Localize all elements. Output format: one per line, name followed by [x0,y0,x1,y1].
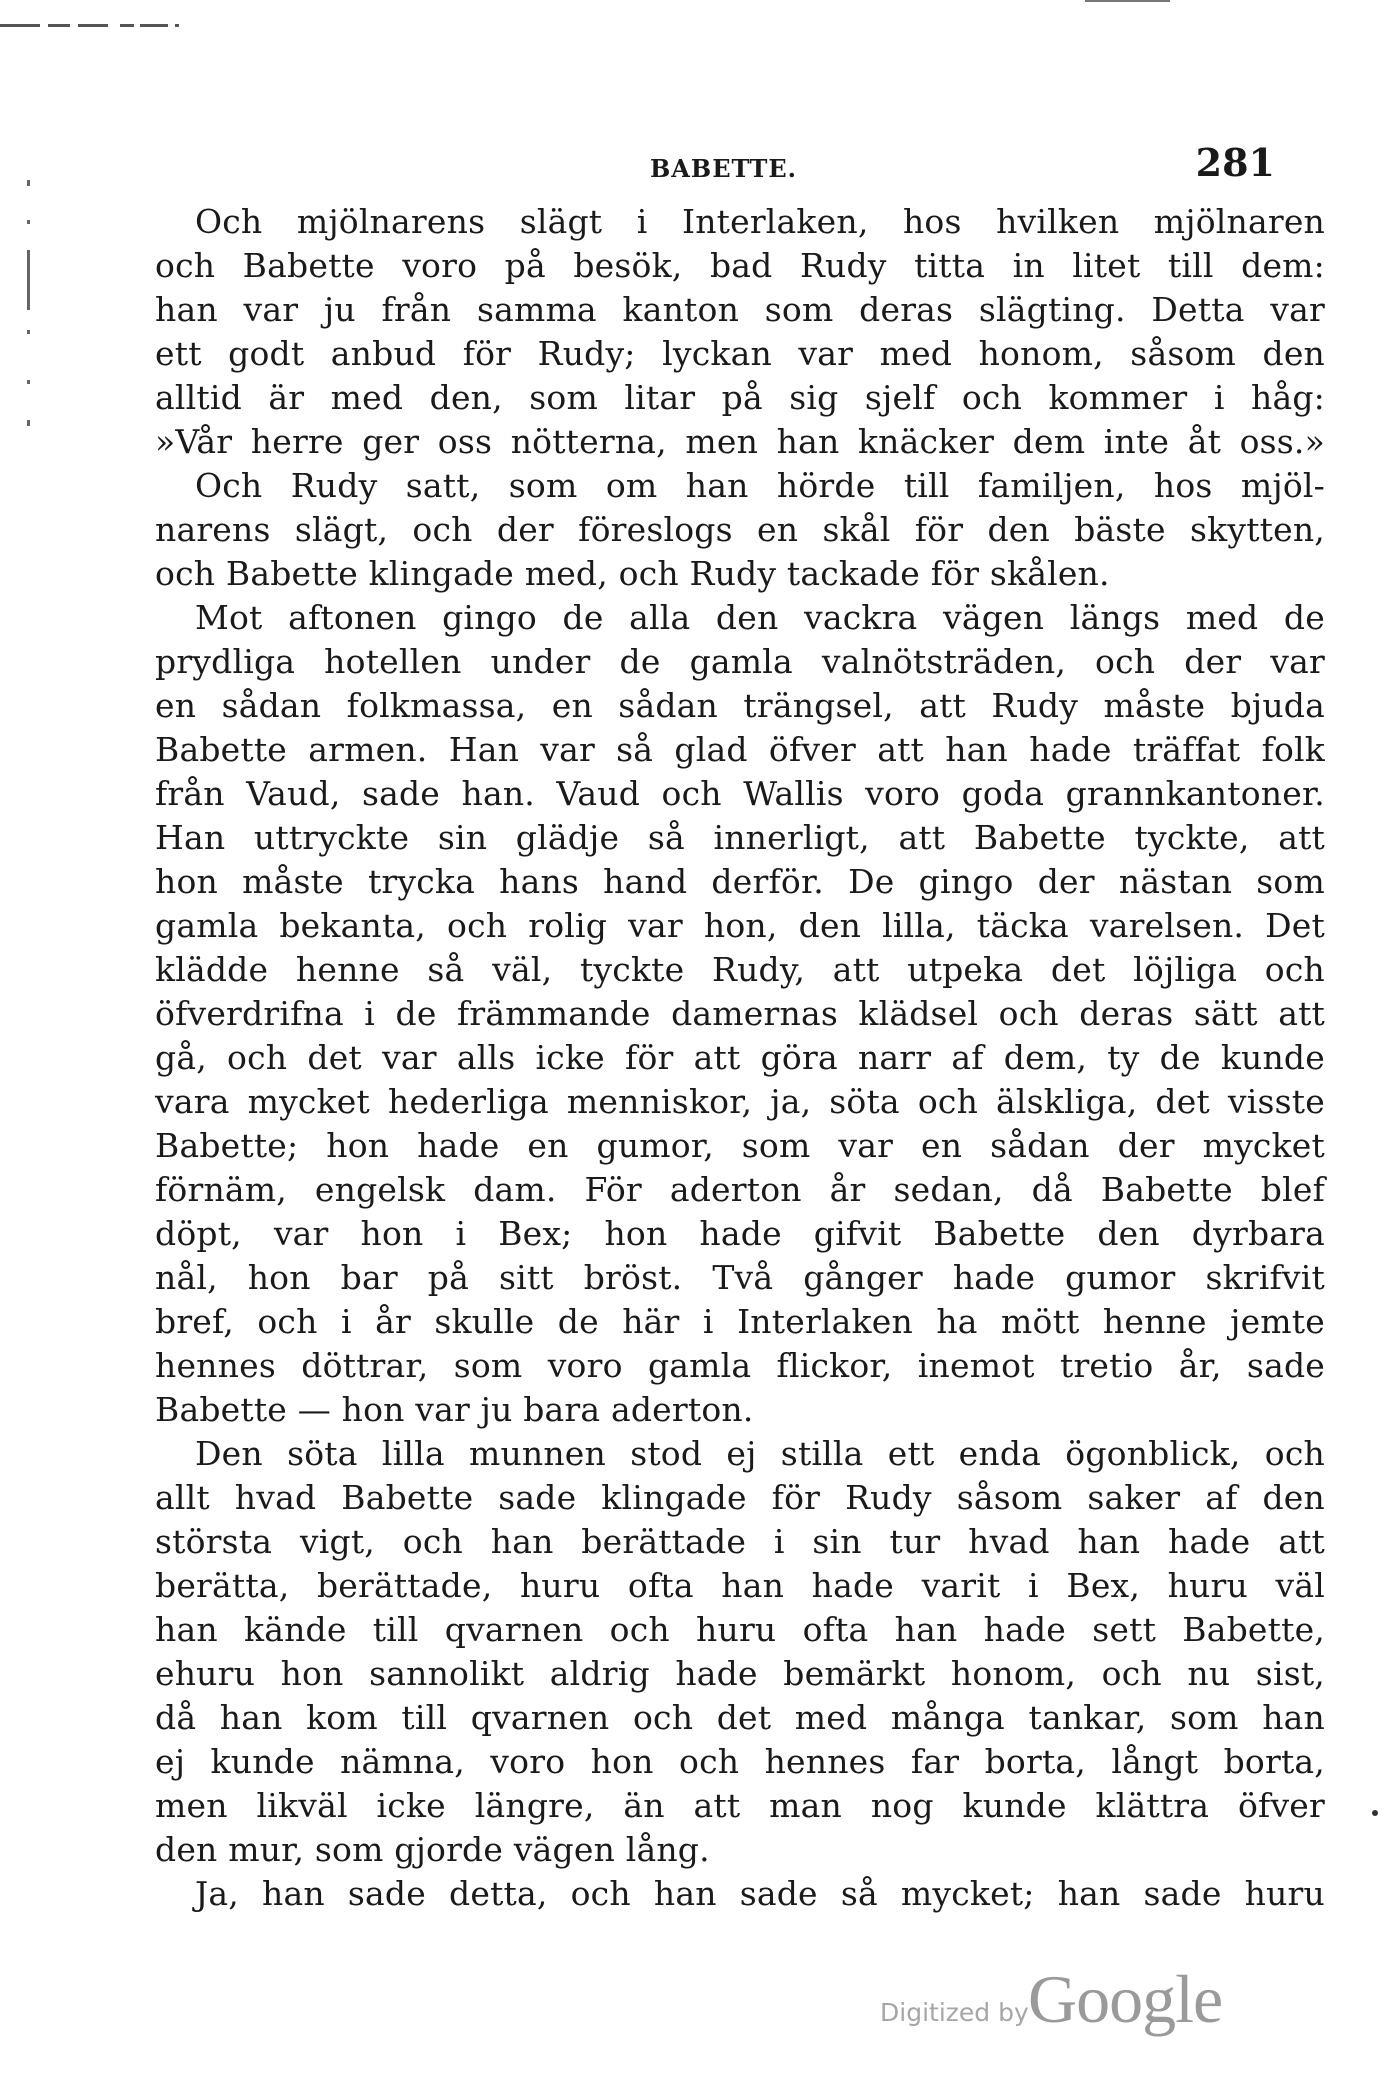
text-line: alltid är med den, som litar på sig sjelf och kommer i håg: [155,378,1325,417]
text-line: hon måste trycka hans hand derför. De gingo der nästan som [155,862,1325,901]
text-line: en sådan folkmassa, en sådan trängsel, att Rudy måste bjuda [155,686,1325,725]
scan-artifact-marks [0,18,230,32]
text-line: gamla bekanta, och rolig var hon, den lilla, täcka varelsen. Det [155,906,1325,945]
page-header [155,140,1275,190]
text-line: ej kunde nämna, voro hon och hennes far borta, långt borta, [155,1742,1325,1781]
running-head: BABETTE. [650,154,797,183]
text-line: narens slägt, och der föreslogs en skål för den bäste skytten, [155,510,1325,549]
text-line: Ja, han sade detta, och han sade så mycket; han sade huru [195,1874,1325,1913]
page-number: 281 [1195,140,1275,185]
text-line: den mur, som gjorde vägen lång. [155,1830,710,1869]
scan-artifact-right-dot [1372,1810,1378,1816]
scan-artifact-left-dots [27,180,33,440]
text-line: Den söta lilla munnen stod ej stilla ett enda ögonblick, och [195,1434,1325,1473]
text-line: men likväl icke längre, än att man nog kunde klättra öfver [155,1786,1325,1825]
text-line: Han uttryckte sin glädje så innerligt, att Babette tyckte, att [155,818,1325,857]
text-line: Babette; hon hade en gumor, som var en sådan der mycket [155,1126,1325,1165]
text-line: allt hvad Babette sade klingade för Rudy såsom saker af den [155,1478,1325,1517]
text-line: förnäm, engelsk dam. För aderton år sedan, då Babette blef [155,1170,1325,1209]
text-line: ehuru hon sannolikt aldrig hade bemärkt honom, och nu sist, [155,1654,1325,1693]
digitized-by-text: Digitized by [880,1998,1029,2027]
text-line: »Vår herre ger oss nötterna, men han knäcker dem inte åt oss.» [155,422,1325,461]
text-line: döpt, var hon i Bex; hon hade gifvit Babette den dyrbara [155,1214,1325,1253]
digitized-by-google-watermark [880,1960,1240,2040]
text-line: prydliga hotellen under de gamla valnötsträden, och der var [155,642,1325,681]
text-line: och Babette voro på besök, bad Rudy titta in litet till dem: [155,246,1325,285]
text-line: berätta, berättade, huru ofta han hade varit i Bex, huru väl [155,1566,1325,1605]
text-line: öfverdrifna i de främmande damernas klädsel och deras sätt att [155,994,1325,1033]
text-line: vara mycket hederliga menniskor, ja, söta och älskliga, det visste [155,1082,1325,1121]
text-line: hennes döttrar, som voro gamla flickor, inemot tretio år, sade [155,1346,1325,1385]
text-line: största vigt, och han berättade i sin tur hvad han hade att [155,1522,1325,1561]
text-line: gå, och det var alls icke för att göra narr af dem, ty de kunde [155,1038,1325,1077]
text-line: Och Rudy satt, som om han hörde till familjen, hos mjöl- [195,466,1325,505]
text-line: klädde henne så väl, tyckte Rudy, att utpeka det löjliga och [155,950,1325,989]
text-line: han var ju från samma kanton som deras slägting. Detta var [155,290,1325,329]
scan-edge-line [1085,0,1170,2]
text-line: bref, och i år skulle de här i Interlaken ha mött henne jemte [155,1302,1325,1341]
body-text [155,200,1325,1916]
text-line: Babette armen. Han var så glad öfver att han hade träffat folk [155,730,1325,769]
google-logo: Google [1028,1961,1223,2037]
text-line: nål, hon bar på sitt bröst. Två gånger hade gumor skrifvit [155,1258,1325,1297]
text-line: Babette — hon var ju bara aderton. [155,1390,754,1429]
text-line: ett godt anbud för Rudy; lyckan var med honom, såsom den [155,334,1325,373]
text-line: och Babette klingade med, och Rudy tackade för skålen. [155,554,1110,593]
text-line: Mot aftonen gingo de alla den vackra vägen längs med de [195,598,1325,637]
text-line: han kände till qvarnen och huru ofta han hade sett Babette, [155,1610,1325,1649]
text-line: Och mjölnarens slägt i Interlaken, hos hvilken mjölnaren [195,202,1325,241]
text-line: då han kom till qvarnen och det med många tankar, som han [155,1698,1325,1737]
text-line: från Vaud, sade han. Vaud och Wallis voro goda grannkantoner. [155,774,1325,813]
